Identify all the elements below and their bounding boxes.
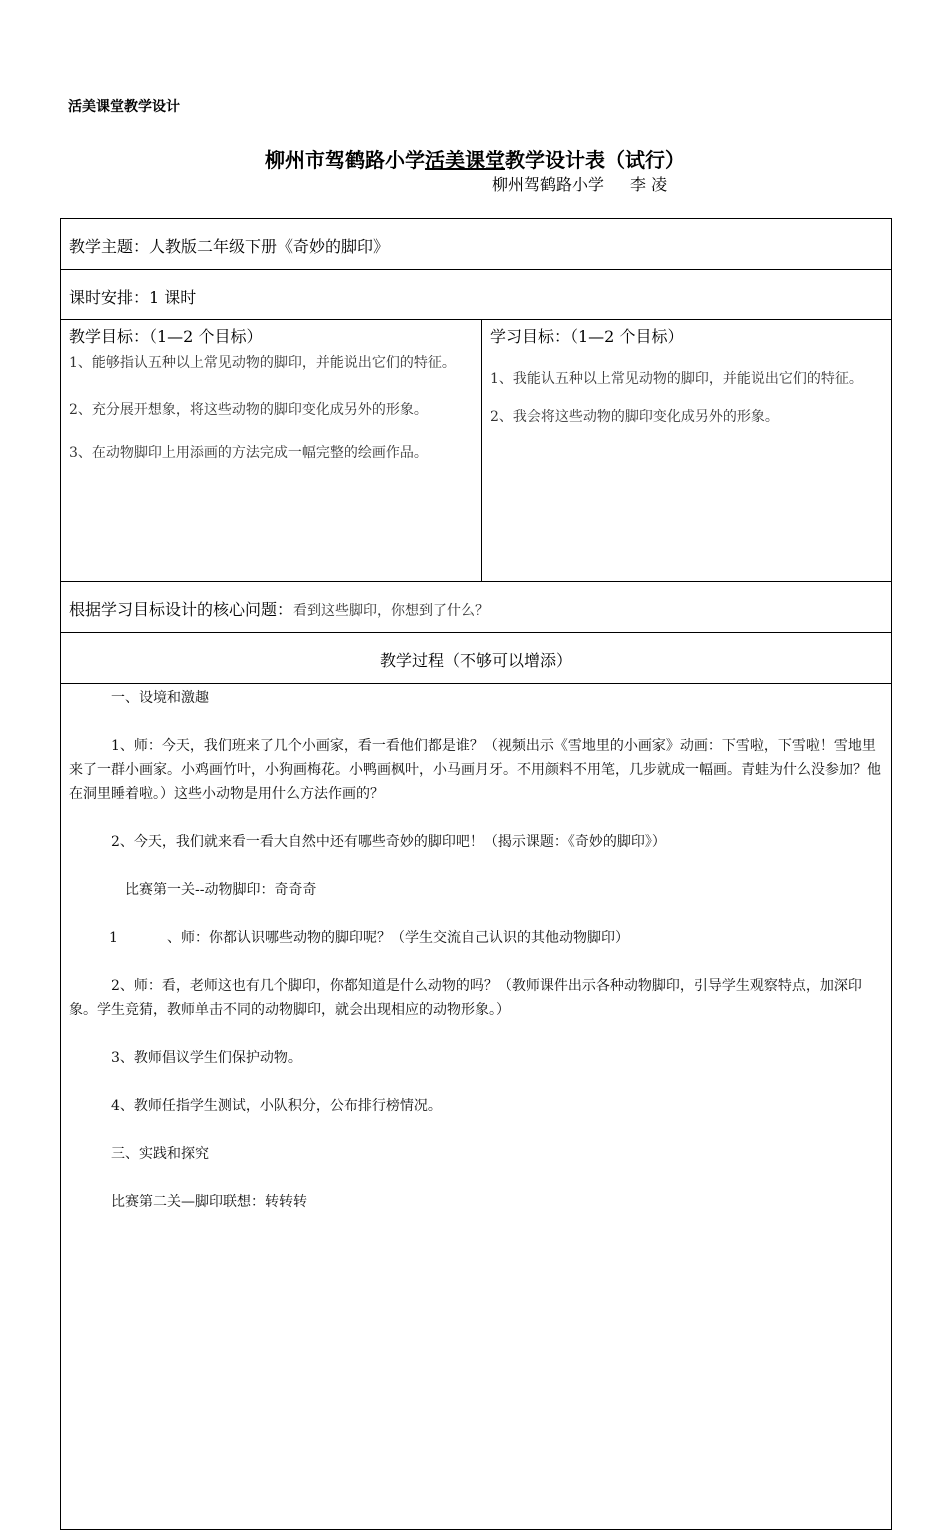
process-title-cell [61, 633, 892, 684]
author-school: 柳州驾鹤路小学 [492, 175, 605, 194]
competition-stage-heading: 比赛第二关—脚印联想：转转转 [111, 1194, 307, 1210]
topic-text: 教学主题：人教版二年级下册《奇妙的脚印》 [69, 237, 390, 256]
topic-cell [61, 219, 892, 270]
core-question-cell [61, 582, 892, 633]
item-text: 、师：你都认识哪些动物的脚印呢？（学生交流自己认识的其他动物脚印） [167, 930, 629, 946]
learning-goal-item: 2、我会将这些动物的脚印变化成另外的形象。 [490, 409, 779, 425]
process-body-cell [61, 684, 892, 1530]
author-name: 李 凌 [630, 175, 668, 194]
learning-goals-heading: 学习目标：（1—2 个目标） [490, 327, 684, 346]
title-part1: 柳州市驾鹤路小学 [265, 148, 425, 172]
process-paragraph: 1、师：今天，我们班来了几个小画家，看一看他们都是谁？（视频出示《雪地里的小画家》动画：下雪啦，下雪啦！雪地里来了一群小画家。小鸡画竹叶，小狗画梅花。小鸭画枫叶，小马画月牙。不用颜料不用笔，几步就成一幅画。青蛙为什么没参加？他在洞里睡着啦。）这些小动物是用什么方法作画的？ [69, 738, 881, 802]
process-paragraph: 2、今天，我们就来看一看大自然中还有哪些奇妙的脚印吧！（揭示课题：《奇妙的脚印》） [111, 834, 666, 850]
lesson-design-table [60, 218, 892, 1530]
page-title [0, 144, 950, 173]
teaching-goal-item: 3、在动物脚印上用添画的方法完成一幅完整的绘画作品。 [69, 445, 428, 461]
hours-text: 课时安排：1 课时 [69, 288, 197, 307]
title-part2: 活美课堂 [425, 148, 505, 172]
header-label: 活美课堂教学设计 [68, 99, 180, 115]
teaching-goals-heading: 教学目标：（1—2 个目标） [69, 327, 263, 346]
process-section-heading: 一、设境和激趣 [111, 690, 209, 706]
core-question-text: 看到这些脚印，你想到了什么？ [293, 603, 490, 619]
teaching-goal-item: 2、充分展开想象，将这些动物的脚印变化成另外的形象。 [69, 402, 428, 418]
teaching-goals-cell [61, 320, 482, 582]
title-part3: 教学设计表（试行） [505, 148, 685, 172]
hours-cell [61, 270, 892, 320]
process-paragraph: 2、师：看，老师这也有几个脚印，你都知道是什么动物的吗？（教师课件出示各种动物脚印，引导学生观察特点，加深印象。学生竞猜，教师单击不同的动物脚印，就会出现相应的动物形象。） [69, 978, 862, 1018]
process-paragraph: 4、教师任指学生测试，小队积分，公布排行榜情况。 [111, 1098, 442, 1114]
core-question-label: 根据学习目标设计的核心问题： [69, 600, 294, 619]
competition-stage-heading: 比赛第一关--动物脚印：奇奇奇 [125, 882, 317, 898]
learning-goal-item: 1、我能认五种以上常见动物的脚印，并能说出它们的特征。 [490, 371, 863, 387]
item-number: 1 [109, 930, 118, 946]
learning-goals-cell [482, 320, 892, 582]
teaching-goal-item: 1、能够指认五种以上常见动物的脚印，并能说出它们的特征。 [69, 355, 456, 371]
process-numbered-item [69, 926, 883, 950]
process-paragraph: 3、教师倡议学生们保护动物。 [111, 1050, 302, 1066]
author-line [492, 172, 667, 195]
process-section-heading: 三、实践和探究 [111, 1146, 209, 1162]
core-question-line [69, 582, 883, 620]
process-title: 教学过程（不够可以增添） [380, 651, 573, 670]
